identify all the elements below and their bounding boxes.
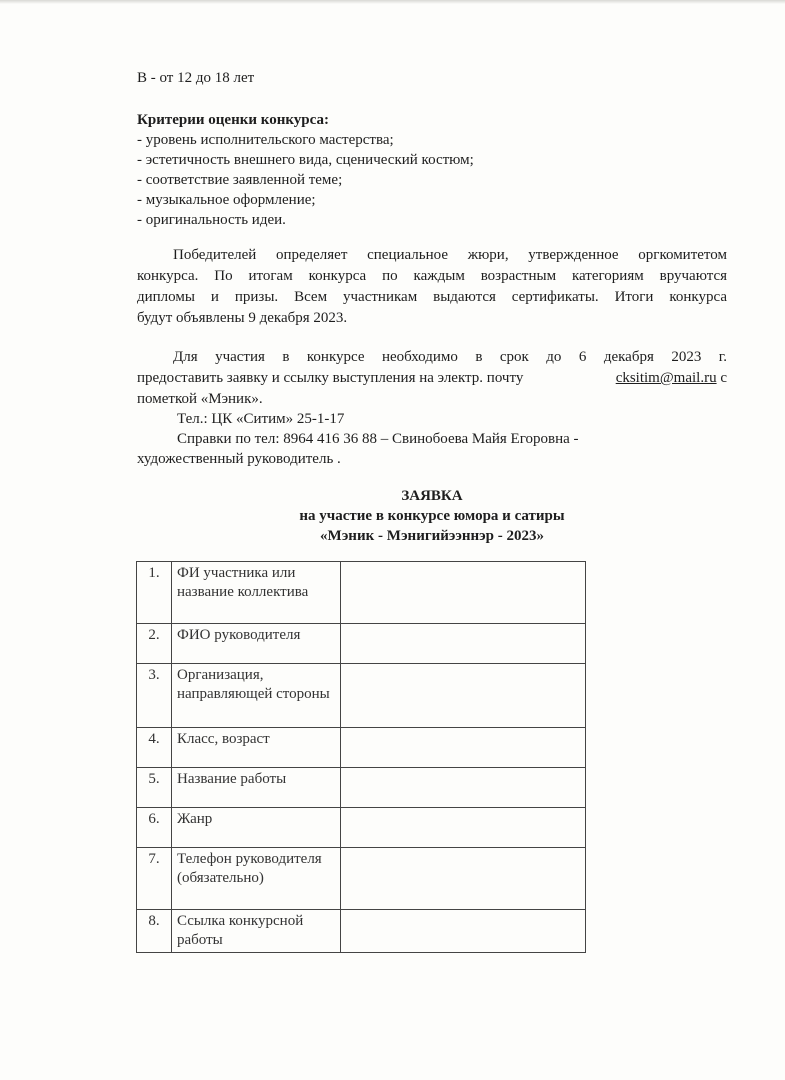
row-label: Организация, направляющей стороны [172, 664, 341, 728]
row-value-cell[interactable] [341, 664, 586, 728]
row-label: Ссылка конкурсной работы [172, 910, 341, 953]
application-title: ЗАЯВКА [401, 488, 463, 504]
info-line: художественный руководитель . [137, 451, 341, 467]
participation-paragraph-line: пометкой «Мэник». [137, 391, 263, 407]
row-number: 2. [137, 624, 172, 664]
table-row [137, 808, 586, 848]
criteria-item: - музыкальное оформление; [137, 192, 316, 208]
row-number: 8. [137, 910, 172, 953]
participation-text: предоставить заявку и ссылку выступления на электр. почту [137, 370, 524, 386]
table-row [137, 624, 586, 664]
row-label: ФИ участника или название коллектива [172, 562, 341, 624]
row-number: 3. [137, 664, 172, 728]
contest-name: «Мэник - Мэнигийээннэр - 2023» [319, 528, 545, 544]
row-value-cell[interactable] [341, 910, 586, 953]
table-row [137, 910, 586, 953]
row-value-cell[interactable] [341, 768, 586, 808]
participation-text: с [720, 370, 727, 386]
row-value-cell[interactable] [341, 848, 586, 910]
row-number: 7. [137, 848, 172, 910]
row-value-cell[interactable] [341, 624, 586, 664]
table-row [137, 562, 586, 624]
application-form-table [136, 561, 586, 953]
row-number: 5. [137, 768, 172, 808]
criteria-item: - оригинальность идеи. [137, 212, 286, 228]
criteria-item: - соответствие заявленной теме; [137, 172, 343, 188]
row-number: 4. [137, 728, 172, 768]
table-row [137, 768, 586, 808]
row-label: Телефон руководителя (обязательно) [172, 848, 341, 910]
row-value-cell[interactable] [341, 562, 586, 624]
row-value-cell[interactable] [341, 808, 586, 848]
winners-paragraph-line: Победителей определяет специальное жюри, утвержденное оргкомитетом [173, 247, 727, 263]
age-category-line: В - от 12 до 18 лет [137, 70, 255, 86]
row-label: ФИО руководителя [172, 624, 341, 664]
table-row [137, 664, 586, 728]
winners-paragraph-line: будут объявлены 9 декабря 2023. [137, 310, 348, 326]
info-line: Справки по тел: 8964 416 36 88 – Свинобоева Майя Егоровна - [177, 431, 579, 447]
phone-line: Тел.: ЦК «Ситим» 25-1-17 [177, 411, 345, 427]
table-row [137, 728, 586, 768]
winners-paragraph-line: конкурса. По итогам конкурса по каждым возрастным категориям вручаются [137, 268, 727, 284]
application-subtitle: на участие в конкурсе юмора и сатиры [299, 508, 565, 524]
row-number: 1. [137, 562, 172, 624]
row-label: Название работы [172, 768, 341, 808]
row-number: 6. [137, 808, 172, 848]
criteria-item: - уровень исполнительского мастерства; [137, 132, 394, 148]
table-row [137, 848, 586, 910]
criteria-item: - эстетичность внешнего вида, сценический костюм; [137, 152, 474, 168]
email-link[interactable]: cksitim@mail.ru [615, 370, 717, 386]
participation-paragraph-line [137, 368, 727, 388]
winners-paragraph-line: дипломы и призы. Всем участникам выдаются сертификаты. Итоги конкурса [137, 289, 727, 305]
row-label: Класс, возраст [172, 728, 341, 768]
row-label: Жанр [172, 808, 341, 848]
participation-paragraph-line: Для участия в конкурсе необходимо в срок до 6 декабря 2023 г. [173, 349, 727, 365]
criteria-heading: Критерии оценки конкурса: [137, 112, 329, 128]
row-value-cell[interactable] [341, 728, 586, 768]
